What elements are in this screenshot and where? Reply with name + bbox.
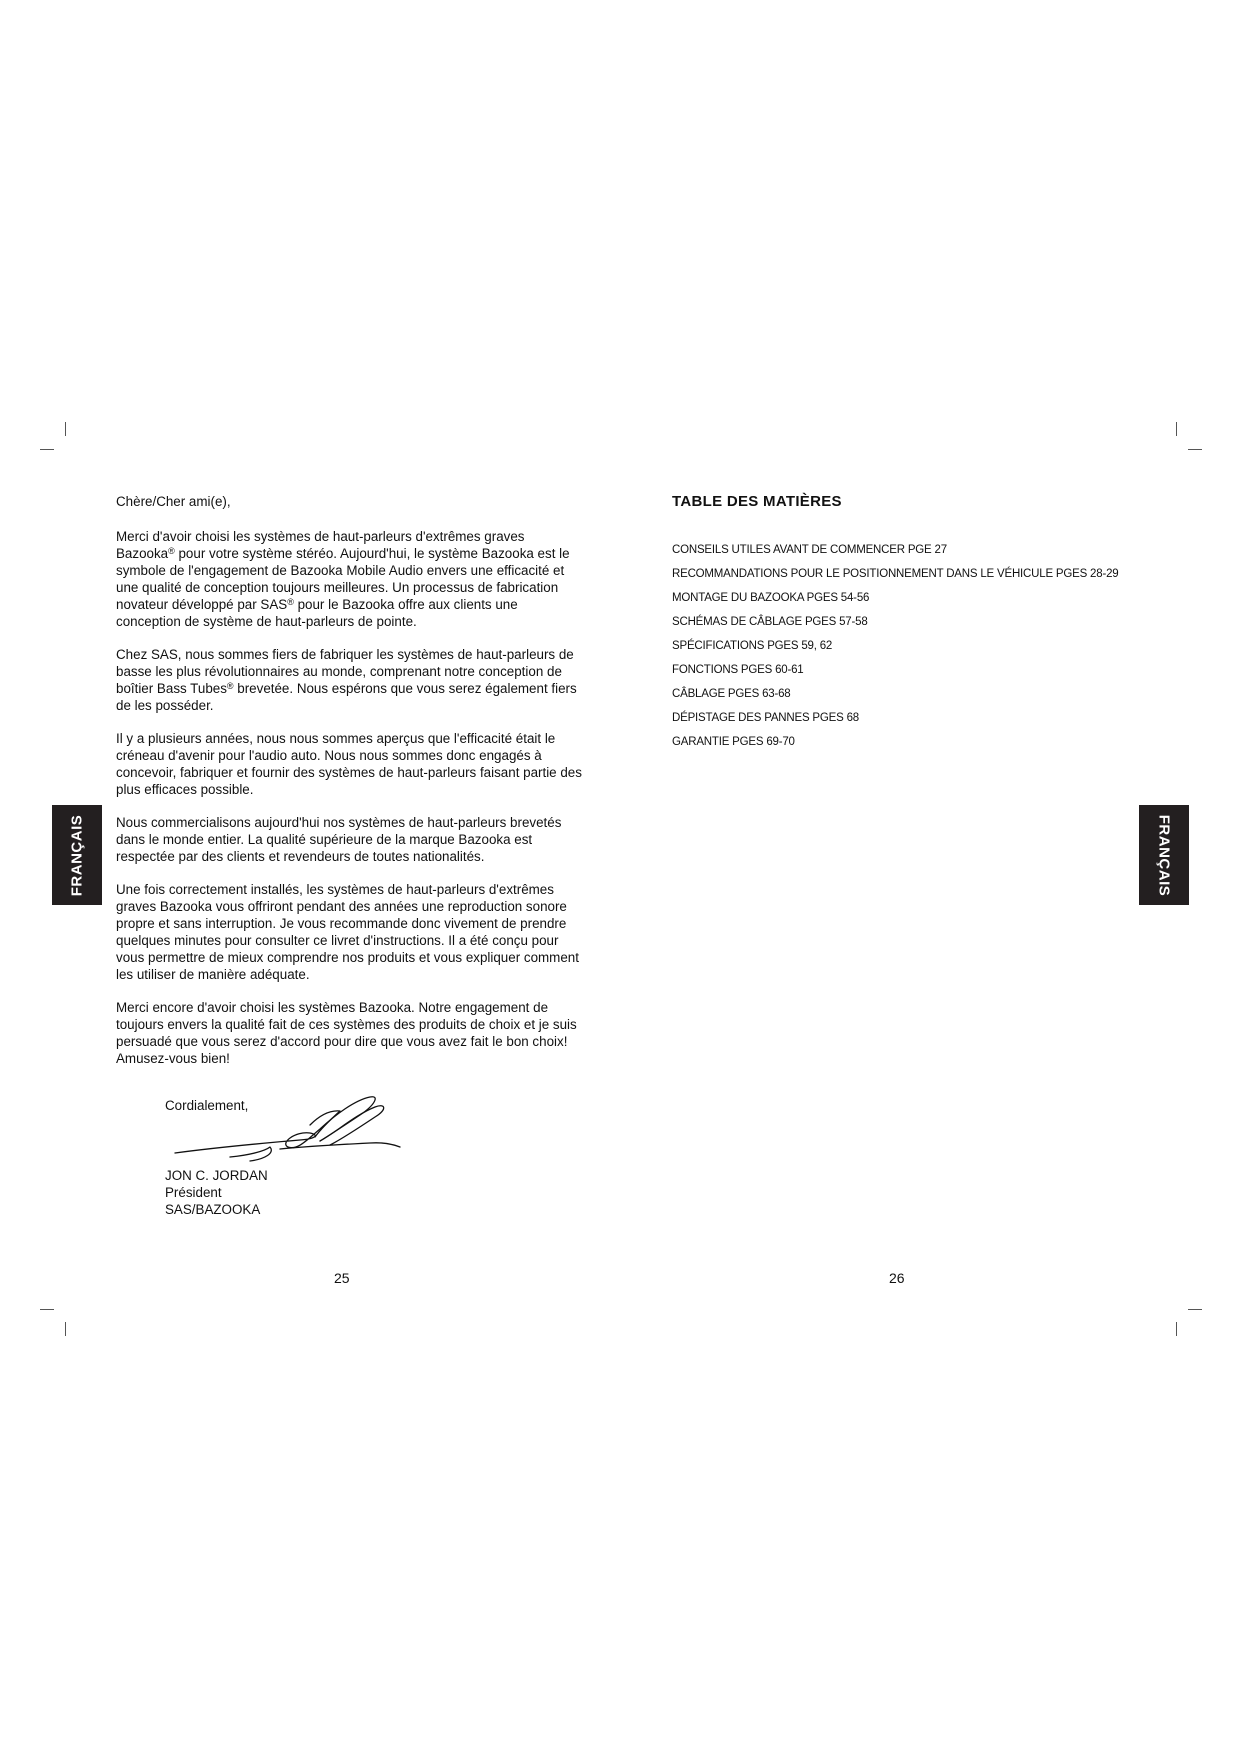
letter-closing: Cordialement,	[165, 1098, 249, 1113]
signer-company: SAS/BAZOOKA	[165, 1202, 261, 1217]
crop-mark	[1188, 1309, 1202, 1310]
toc-list	[672, 538, 1192, 754]
letter-greeting: Chère/Cher ami(e),	[116, 494, 231, 509]
toc-item: DÉPISTAGE DES PANNES PGES 68	[672, 712, 859, 724]
letter-paragraph: Une fois correctement installés, les systèmes de haut-parleurs d'extrêmes graves Bazooka vous offriront pendant des années une reproduction sonore propre et sans interruption. Je vous recommande donc vivement de prendre quelques minutes pour consulter ce livret d'instructions. Il a été conçu pour vous permettre de mieux comprendre nos produits et vous expliquer comment les utiliser de manière adéquate.	[116, 882, 579, 982]
toc-item: CÂBLAGE PGES 63-68	[672, 688, 791, 700]
language-tab-left	[52, 805, 102, 905]
table-of-contents	[672, 493, 1192, 754]
crop-mark	[65, 422, 66, 436]
language-tab-right	[1139, 805, 1189, 905]
signer-title: Président	[165, 1185, 222, 1200]
toc-item: RECOMMANDATIONS POUR LE POSITIONNEMENT DANS LE VÉHICULE PGES 28-29	[672, 568, 1119, 580]
toc-item: SPÉCIFICATIONS PGES 59, 62	[672, 640, 833, 652]
language-tab-label: FRANÇAIS	[68, 814, 86, 896]
welcome-letter	[116, 493, 586, 1083]
signer-name: JON C. JORDAN	[165, 1168, 268, 1183]
letter-paragraph: Merci d'avoir choisi les systèmes de haut-parleurs d'extrêmes graves Bazooka® pour votre système stéréo. Aujourd'hui, le système Bazooka est le symbole de l'engagement de Bazooka Mobile Audio envers une efficacité et une qualité de conception toujours meilleures. Un processus de fabrication novateur développé par SAS® pour le Bazooka offre aux clients une conception de système de haut-parleurs de pointe.	[116, 529, 570, 629]
toc-item: GARANTIE PGES 69-70	[672, 736, 795, 748]
crop-mark	[40, 1309, 54, 1310]
language-tab-label: FRANÇAIS	[1155, 814, 1173, 896]
signer-block	[165, 1167, 268, 1218]
letter-paragraph: Nous commercialisons aujourd'hui nos systèmes de haut-parleurs brevetés dans le monde entier. La qualité supérieure de la marque Bazooka est respectée par des clients et revendeurs de toutes nationalités.	[116, 815, 562, 864]
letter-paragraph: Il y a plusieurs années, nous nous sommes aperçus que l'efficacité était le créneau d'avenir pour l'audio auto. Nous nous sommes donc engagés à concevoir, fabriquer et fournir des systèmes de haut-parleurs faisant partie des plus efficaces possible.	[116, 731, 582, 797]
toc-item: FONCTIONS PGES 60-61	[672, 664, 804, 676]
crop-mark	[1176, 1322, 1177, 1336]
toc-title: TABLE DES MATIÈRES	[672, 493, 842, 510]
toc-item: SCHÉMAS DE CÂBLAGE PGES 57-58	[672, 616, 868, 628]
crop-mark	[1188, 449, 1202, 450]
letter-paragraph: Merci encore d'avoir choisi les systèmes Bazooka. Notre engagement de toujours envers la qualité fait de ces systèmes des produits de choix et je suis persuadé que vous serez d'accord pour dire que vous avez fait le bon choix! Amusez-vous bien!	[116, 1000, 577, 1066]
signature-image	[170, 1085, 410, 1165]
crop-mark	[65, 1322, 66, 1336]
crop-mark	[1176, 422, 1177, 436]
toc-item: MONTAGE DU BAZOOKA PGES 54-56	[672, 592, 870, 604]
crop-mark	[40, 449, 54, 450]
page-number-right: 26	[889, 1270, 905, 1286]
letter-paragraph: Chez SAS, nous sommes fiers de fabriquer les systèmes de haut-parleurs de basse les plus révolutionnaires au monde, comprenant notre conception de boîtier Bass Tubes® brevetée. Nous espérons que vous serez également fiers de les posséder.	[116, 647, 577, 713]
toc-item: CONSEILS UTILES AVANT DE COMMENCER PGE 27	[672, 544, 947, 556]
page-number-left: 25	[334, 1270, 350, 1286]
